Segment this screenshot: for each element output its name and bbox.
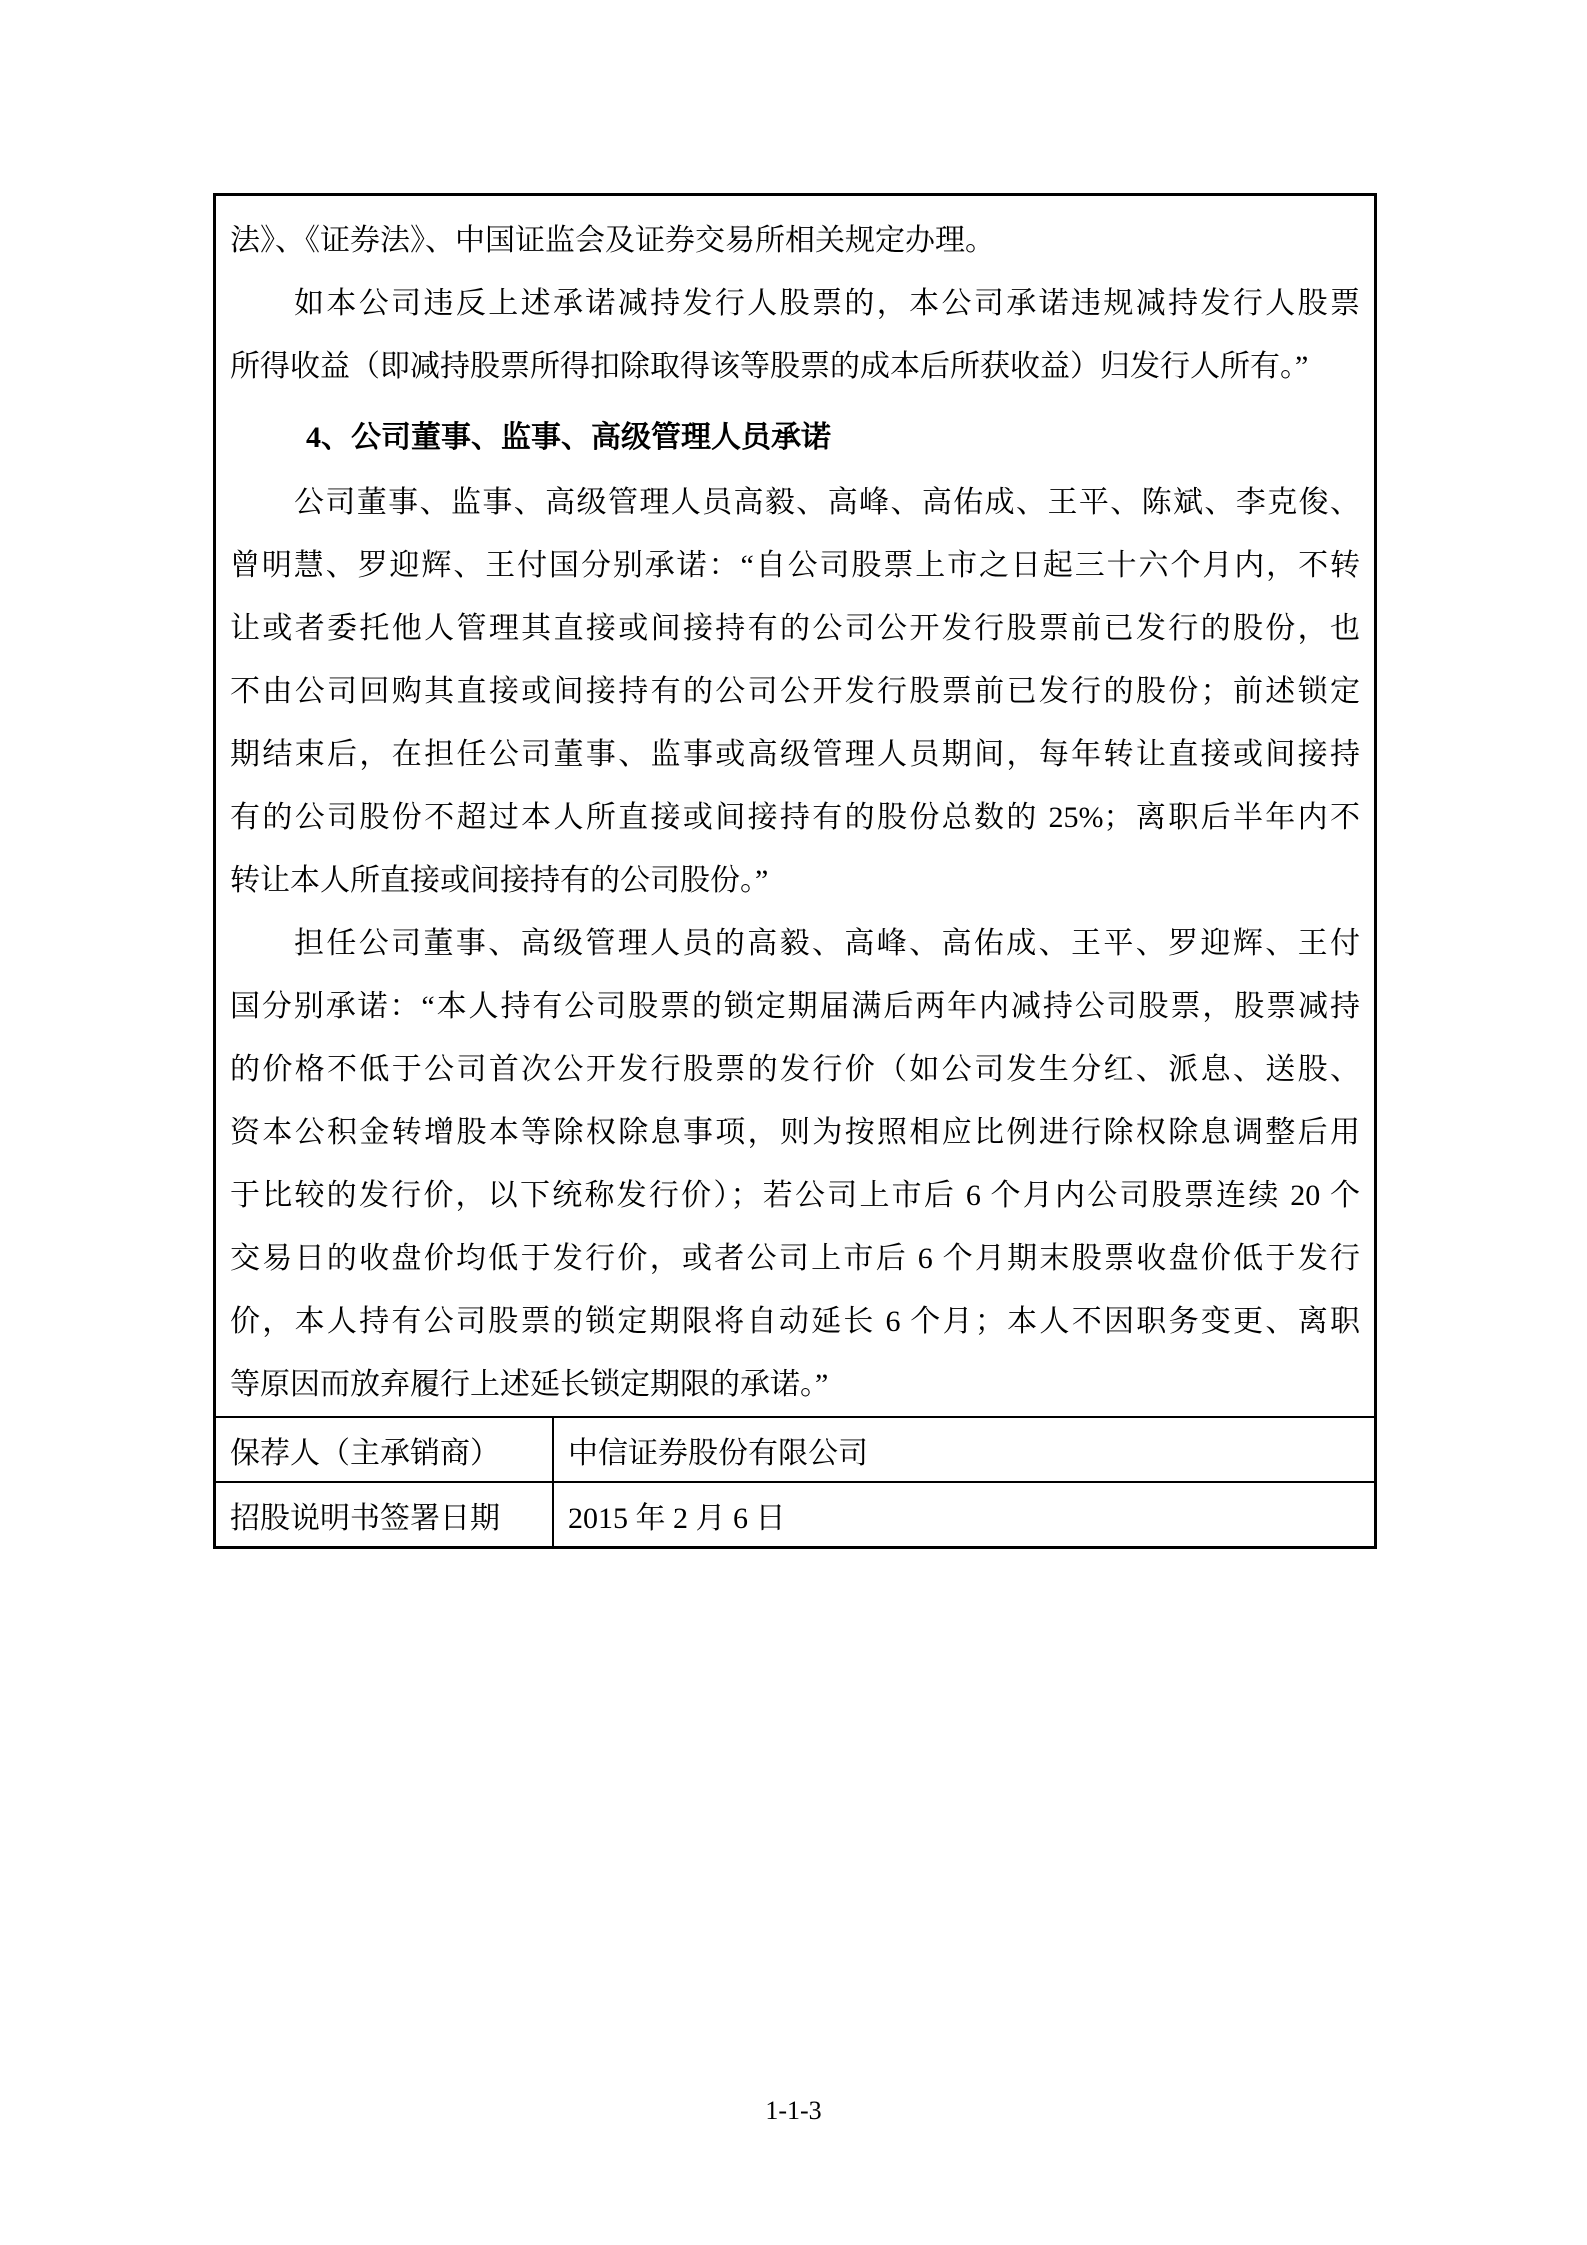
lockup-paragraph bbox=[230, 471, 1360, 912]
text-line: 转让本人所直接或间接持有的公司股份。” bbox=[230, 864, 769, 897]
text-line: 公司董事、监事、高级管理人员高毅、高峰、高佑成、王平、陈斌、李克俊、 bbox=[294, 486, 1360, 519]
continuation-paragraph bbox=[230, 209, 1360, 272]
section-heading: 4、公司董事、监事、高级管理人员承诺 bbox=[306, 421, 831, 454]
text-line: 交易日的收盘价均低于发行价，或者公司上市后 6 个月期末股票收盘价低于发行 bbox=[230, 1242, 1360, 1275]
text-line: 资本公积金转增股本等除权除息事项，则为按照相应比例进行除权除息调整后用 bbox=[230, 1116, 1360, 1149]
text-line: 期结束后，在担任公司董事、监事或高级管理人员期间，每年转让直接或间接持 bbox=[230, 738, 1360, 771]
text-line: 于比较的发行价，以下统称发行价）；若公司上市后 6 个月内公司股票连续 20 个 bbox=[230, 1179, 1360, 1212]
text-line: 的价格不低于公司首次公开发行股票的发行价（如公司发生分红、派息、送股、 bbox=[230, 1053, 1360, 1086]
signing-date-label: 招股说明书签署日期 bbox=[216, 1482, 553, 1546]
issuance-info-table bbox=[216, 1416, 1374, 1546]
text-line: 让或者委托他人管理其直接或间接持有的公司公开发行股票前已发行的股份，也 bbox=[230, 612, 1360, 645]
text-line: 所得收益（即减持股票所得扣除取得该等股票的成本后所获收益）归发行人所有。” bbox=[230, 350, 1309, 383]
reduction-paragraph bbox=[230, 912, 1360, 1416]
text-line: 如本公司违反上述承诺减持发行人股票的，本公司承诺违规减持发行人股票 bbox=[294, 287, 1360, 320]
signing-date-value: 2015 年 2 月 6 日 bbox=[553, 1482, 1374, 1546]
text-line: 有的公司股份不超过本人所直接或间接持有的股份总数的 25%；离职后半年内不 bbox=[230, 801, 1360, 834]
sponsor-value: 中信证券股份有限公司 bbox=[553, 1417, 1374, 1482]
text-line: 国分别承诺：“本人持有公司股票的锁定期届满后两年内减持公司股票，股票减持 bbox=[230, 990, 1360, 1023]
page-number: 1-1-3 bbox=[765, 2096, 822, 2125]
text-line: 担任公司董事、高级管理人员的高毅、高峰、高佑成、王平、罗迎辉、王付 bbox=[294, 927, 1360, 960]
text-line: 价，本人持有公司股票的锁定期限将自动延长 6 个月；本人不因职务变更、离职 bbox=[230, 1305, 1360, 1338]
text-line: 法》、《证券法》、中国证监会及证券交易所相关规定办理。 bbox=[230, 224, 995, 257]
text-line: 曾明慧、罗迎辉、王付国分别承诺：“自公司股票上市之日起三十六个月内，不转 bbox=[230, 549, 1360, 582]
prospectus-box bbox=[213, 193, 1377, 1549]
commitment-text bbox=[216, 196, 1374, 1416]
table-row bbox=[216, 1482, 1374, 1546]
table-row bbox=[216, 1417, 1374, 1482]
text-line: 等原因而放弃履行上述延长锁定期限的承诺。” bbox=[230, 1368, 829, 1401]
violation-paragraph bbox=[230, 272, 1360, 398]
text-line: 不由公司回购其直接或间接持有的公司公开发行股票前已发行的股份；前述锁定 bbox=[230, 675, 1360, 708]
sponsor-label: 保荐人（主承销商） bbox=[216, 1417, 553, 1482]
